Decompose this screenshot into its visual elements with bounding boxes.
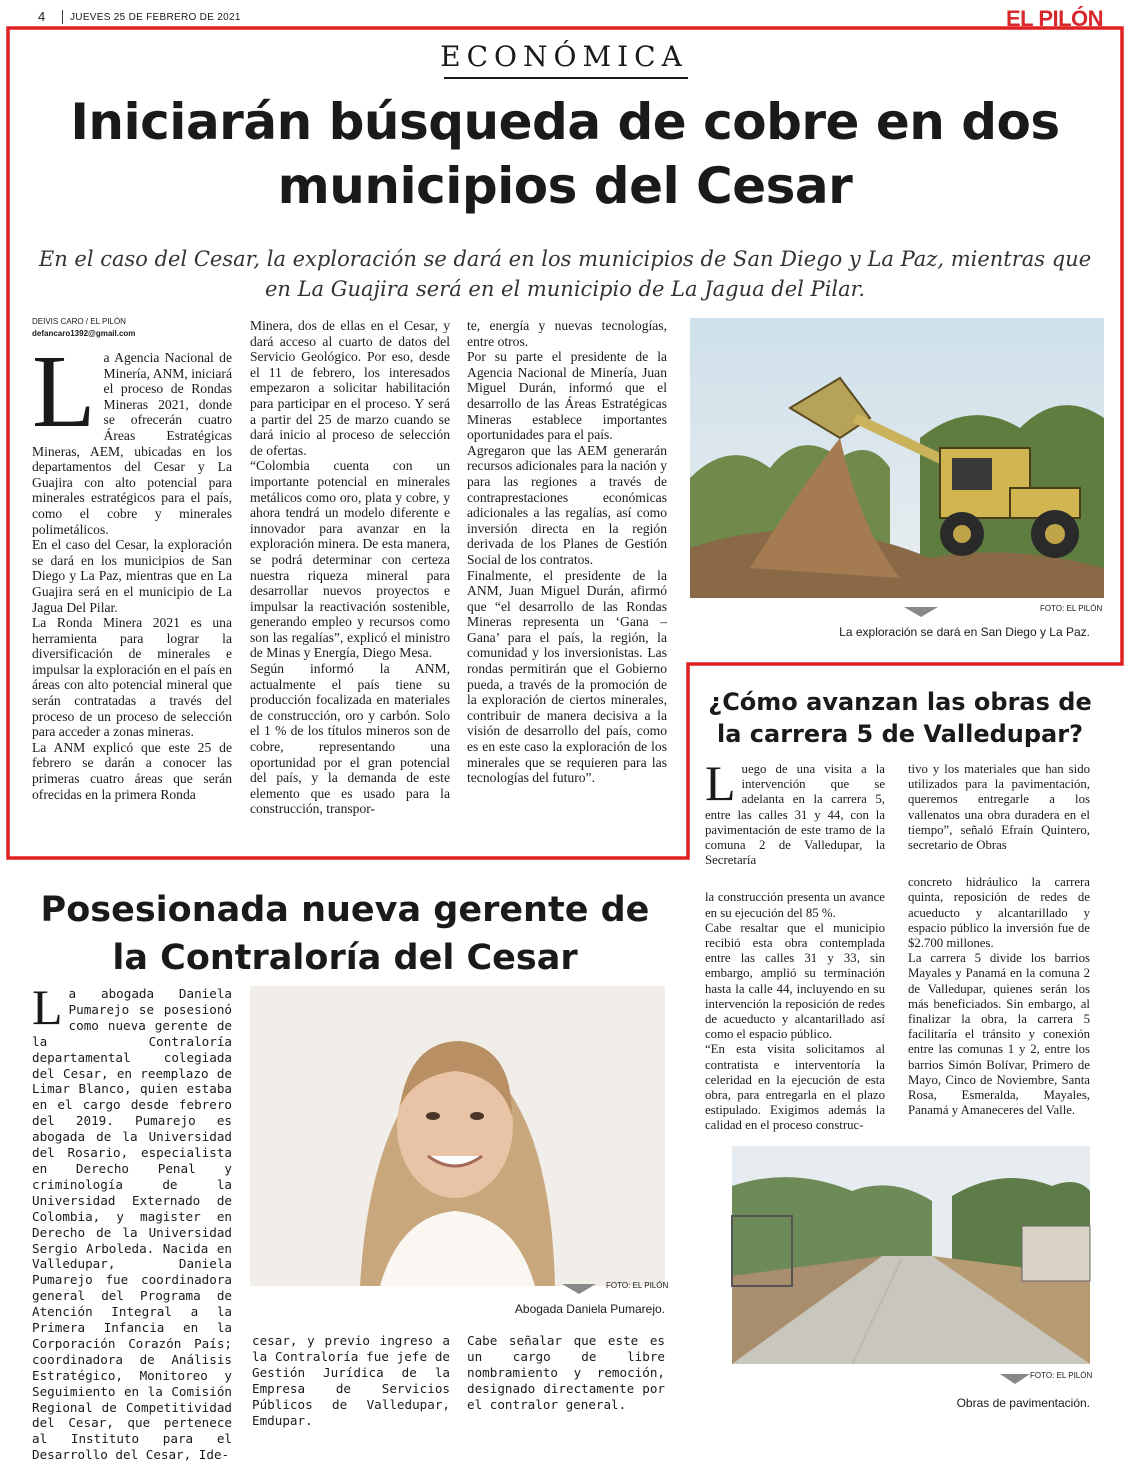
paragraph: te, energía y nuevas tecnologías, entre otros. [467, 318, 667, 349]
paragraph: Agregaron que las AEM generarán recursos adicionales para la nación y para las regiones a través de contraprestaciones económicas adicionales a las regalías, así como inversión directa en la región derivada de los Planes de Gestión Social de los contratos. [467, 442, 667, 567]
carrera-article-column-2 [908, 762, 1090, 1144]
contraloria-article-column-2 [252, 1333, 450, 1428]
paragraph: En el caso del Cesar, la exploración se dará en los municipios de San Diego y La Paz, mientras que en La Guajira será en el municipio de La Jagua Del Pilar. [32, 537, 232, 615]
drop-cap: L [705, 755, 736, 811]
headline: Iniciarán búsqueda de cobre en dos municipios del Cesar [70, 93, 1060, 215]
subheadline: En el caso del Cesar, la exploración se dará en los municipios de San Diego y La Paz, mientras que en La Guajira será en el municipio de La Jagua del Pilar. [38, 247, 1092, 301]
paragraph: Cabe señalar que este es un cargo de libre nombramiento y remoción, designado directamente por el contralor general. [467, 1333, 665, 1412]
drop-cap: L [32, 334, 96, 449]
paragraph: La carrera 5 divide los barrios Mayales y Panamá en la comuna 2 de Valledupar, quienes serán los más beneficiados. Sin embargo, al finalizar la obra, la carrera 5 facilitaría el tránsito y conexión entre las comunas 1 y 2, entre los barrios Simón Bolívar, Primero de Mayo, Cinco de Noviembre, Santa Rosa, Esmeralda, Mayales, Panamá y Amaneceres del Valle. [908, 951, 1090, 1118]
excavator-photo [690, 318, 1104, 598]
caption-pointer-icon [904, 607, 938, 617]
byline-email[interactable]: defancaro1392@gmail.com [32, 329, 136, 338]
paragraph: uego de una visita a la intervención que se adelanta en la carrera 5, entre las calles 31 y 44, con la pavimentación de este tramo de la comuna 2 de Valledupar, la Secretaría [705, 762, 885, 868]
paragraph: la construcción presenta un avance en su ejecución del 85 %. [705, 890, 885, 920]
paragraph: “Colombia cuenta con un importante potencial en minerales metálicos como oro, plata y cobre, y ahora tendrá un modelo diferente e innovador para avanzar en la exploración minera. De esta manera, se podrá determinar con certeza nuestra riqueza mineral para desarrollar nuevos proyectos e impulsar la reactivación sostenible, generando empleo y recursos como son las regalías”, explicó el ministro de Minas y Energía, Diego Mesa. [250, 458, 450, 661]
paragraph: Según informó la ANM, actualmente el país tiene su producción focalizada en materiales de construcción, oro y carbón. Solo el 1 % de los títulos mineros son de cobre, representando una oportunidad por el gran potencial del país, y la demanda de este elemento que es usado para la construcción, transpor- [250, 661, 450, 817]
caption-pointer-icon [562, 1284, 596, 1294]
drop-cap: L [32, 979, 63, 1035]
header-divider [62, 10, 63, 24]
paragraph: Por su parte el presidente de la Agencia Nacional de Minería, Juan Miguel Durán, informó que el desarrollo de las Áreas Estratégicas Mineras establece importantes oportunidades para el país. [467, 349, 667, 443]
paragraph: concreto hidráulico la carrera quinta, reposición de redes de acueducto y alcantarillado y espacio público la inversión fue de $2.700 millones. [908, 875, 1090, 951]
photo-credit: FOTO: EL PILÓN [606, 1281, 669, 1290]
main-article-column-2 [250, 318, 450, 848]
paragraph: Minera, dos de ellas en el Cesar, y dará acceso al cuarto de datos del Servicio Geológico. Por eso, desde el 11 de febrero, los interesados empezaron a solicitar habilitación para participar en el proceso. Y será a partir del 25 de marzo cuando se dará inicio al proceso de selección de ofertas. [250, 318, 450, 458]
paragraph: cesar, y previo ingreso a la Contraloría fue jefe de Gestión Jurídica de la Empresa de Servicios Públicos de Valledupar, Emdupar. [252, 1333, 450, 1428]
paragraph: a Agencia Nacional de Minería, ANM, iniciará el proceso de Rondas Mineras 2021, donde se ofrecerán cuatro Áreas Estratégicas Mineras, AEM, ubicadas en los departamentos del Cesar y La Guajira con alto potencial para minerales estratégicos para el país, como el cobre y minerales polimetálicos. [32, 350, 232, 537]
photo-caption: Abogada Daniela Pumarejo. [514, 1302, 665, 1316]
contraloria-article-title: Posesionada nueva gerente de la Contraloría del Cesar [40, 890, 650, 978]
portrait-photo [250, 986, 665, 1286]
paragraph: La Ronda Minera 2021 es una herramienta para lograr la diversificación de minerales e impulsar la exploración en el país en áreas con alto potencial mineral que serán contratadas a través del proceso de un proceso de selección para acceder a zonas mineras. [32, 615, 232, 740]
caption-pointer-icon [1000, 1374, 1030, 1384]
section-label: ECONÓMICA [440, 40, 688, 73]
main-article-column-3 [467, 318, 667, 848]
header-date: JUEVES 25 DE FEBRERO DE 2021 [70, 12, 241, 23]
photo-credit: FOTO: EL PILÓN [1040, 604, 1103, 613]
byline-author: DEIVIS CARO / EL PILÓN [32, 317, 126, 326]
paragraph: La ANM explicó que este 25 de febrero se darán a conocer las primeras cuatro áreas que serán ofrecidas en la primera Ronda [32, 739, 232, 802]
contraloria-article-column-3 [467, 1333, 665, 1423]
page-number: 4 [38, 9, 46, 24]
paragraph: Finalmente, el presidente de la ANM, Juan Miguel Durán, afirmó que “el desarrollo de las Rondas Mineras representa un ‘Gana – Gana’ para el país, la región, la comunidad y los inversionistas. Las rondas permitirán que el Gobierno pueda, a través de la promoción de la exploración de ciertos minerales, contribuir de manera decisiva a la visión de desarrollo del país, como es en este caso la exploración de los minerales que se requieren para las tecnologías del futuro”. [467, 567, 667, 786]
photo-caption: La exploración se dará en San Diego y La Paz. [839, 625, 1090, 639]
photo-credit: FOTO: EL PILÓN [1030, 1371, 1093, 1380]
photo-caption: Obras de pavimentación. [956, 1396, 1090, 1410]
newspaper-logo: EL PILÓN [1006, 6, 1104, 31]
section-underline [444, 77, 688, 79]
paragraph: Cabe resaltar que el municipio recibió esta obra contemplada entre las calles 31 y 33, sin embargo, amplió su terminación hasta la calle 44, incluyendo en su intervención la reposición de redes de acueducto y alcantarillado así como el espacio público. [705, 920, 885, 1042]
main-article-column-1 [32, 334, 232, 850]
paragraph: “En esta visita solicitamos al contratista e interventoría la celeridad en la ejecución de esta obra, para entregarla en el plazo estipulado. Exigimos además la calidad en el proceso construc- [705, 1042, 885, 1133]
contraloria-article-column-1 [32, 979, 232, 1463]
paragraph: a abogada Daniela Pumarejo se posesionó como nueva gerente de la Contraloría departamental colegiada del Cesar, en reemplazo de Limar Blanco, quien estaba en el cargo desde febrero del 2019. Pumarejo es abogada de la Universidad del Rosario, especialista en Derecho Penal y criminología de la Universidad Externado de Colombia, y magister en Derecho de la Universidad Sergio Arboleda. Nacida en Valledupar, Daniela Pumarejo fue coordinadora general del Programa de Atención Integral a la Primera Infancia en la Corporación Corazón País; coordinadora de Análisis Estratégico, Monitoreo y Seguimiento en la Comisión Regional de Competitividad del Cesar, que pertenece al Instituto para el Desarrollo del Cesar, Ide- [32, 986, 232, 1463]
paragraph: tivo y los materiales que han sido utilizados para la pavimentación, queremos entregarle a los vallenatos una obra duradera en el tiempo”, señaló Efraín Quintero, secretario de Obras [908, 762, 1090, 853]
carrera-article-title: ¿Cómo avanzan las obras de la carrera 5 de Valledupar? [708, 688, 1092, 748]
street-photo [732, 1146, 1090, 1364]
carrera-article-column-1 [705, 755, 885, 1144]
page-header [0, 0, 1128, 31]
